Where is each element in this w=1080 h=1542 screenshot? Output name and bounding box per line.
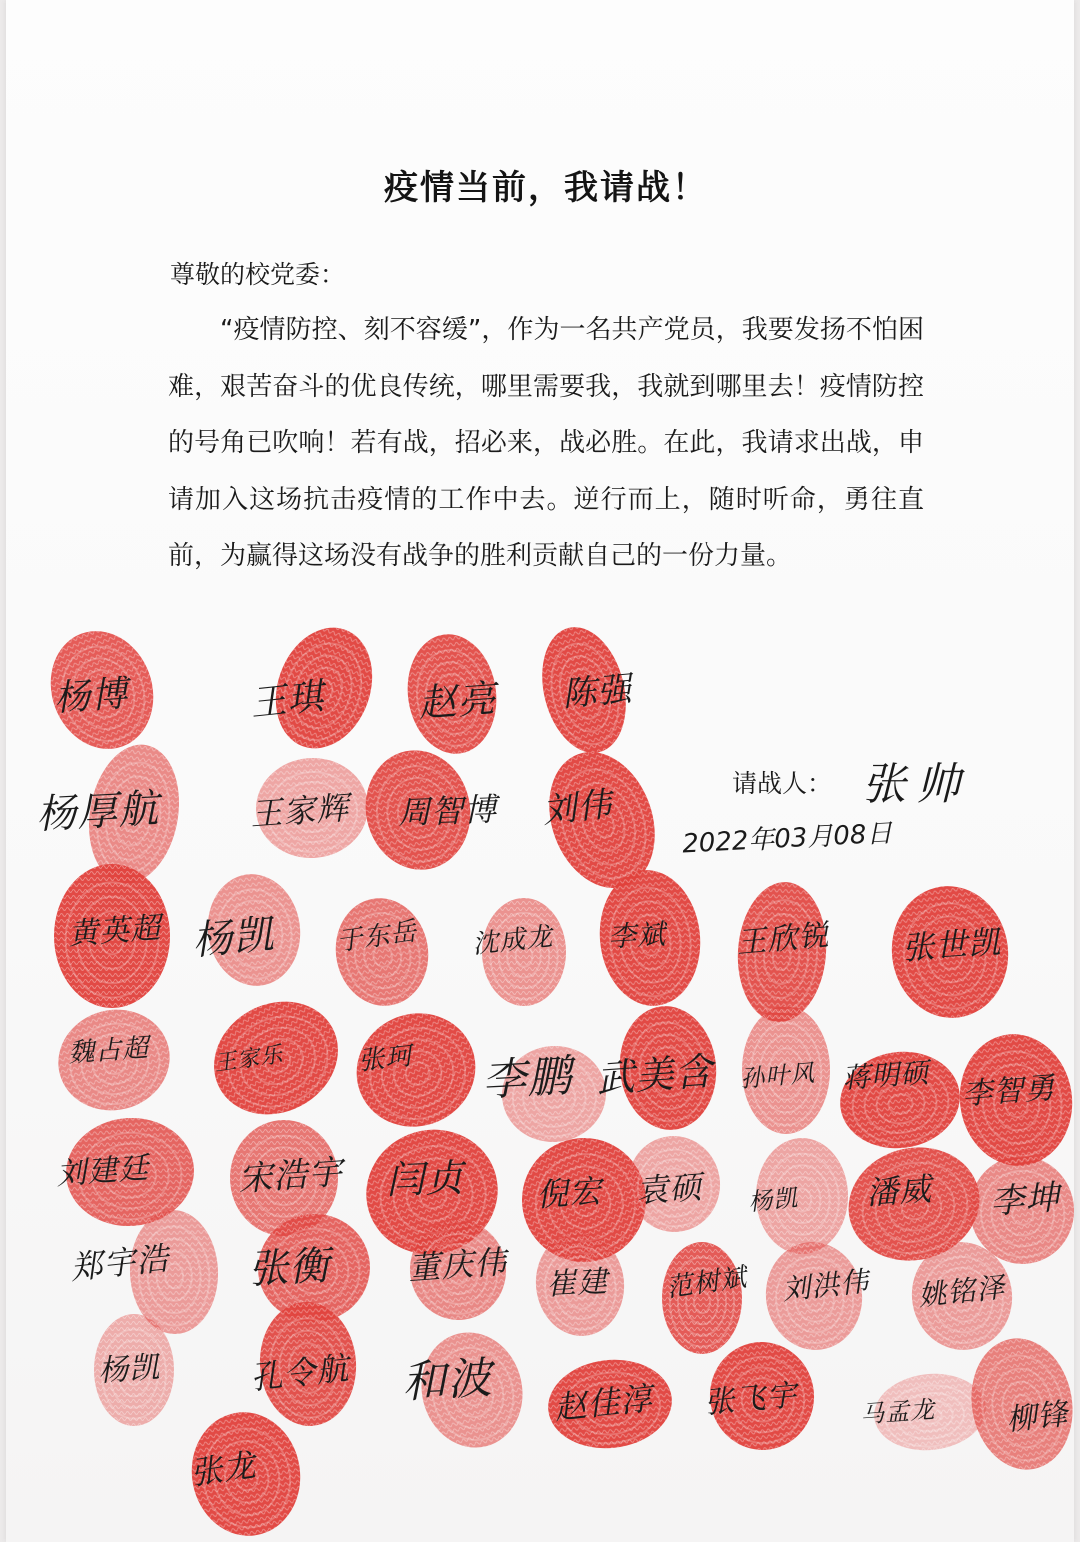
signature: 杨凯: [190, 911, 277, 965]
petition-date: 2022年03月08日: [681, 818, 894, 860]
signature: 袁硕: [634, 1167, 704, 1211]
signature: 李智勇: [961, 1070, 1057, 1113]
signature: 杨厚航: [35, 785, 161, 839]
signature: 王家乐: [212, 1042, 285, 1077]
applicant-label: 请战人：: [732, 769, 833, 798]
signature: 黄英超: [67, 910, 163, 953]
signature: 刘建廷: [55, 1150, 151, 1193]
signature: 宋浩宇: [236, 1152, 345, 1200]
signature: 杨凯: [746, 1183, 800, 1217]
signature: 武美含: [594, 1048, 715, 1102]
signature: 王琪: [248, 676, 327, 725]
signature: 周智博: [397, 790, 498, 832]
signature: 赵亮: [416, 676, 498, 726]
signature: 李鹏: [480, 1050, 574, 1107]
signature: 马孟龙: [859, 1395, 937, 1429]
signature: 柳锋: [1004, 1396, 1071, 1439]
signature: 潘威: [864, 1169, 934, 1213]
signature: 崔建: [545, 1264, 610, 1303]
signature: 赵佳淳: [552, 1378, 655, 1428]
petition-paper: [6, 0, 1074, 1542]
signature: 倪宏: [534, 1171, 604, 1215]
signature: 范树斌: [664, 1262, 750, 1304]
signature: 张珂: [356, 1041, 414, 1077]
signature: 和波: [400, 1352, 494, 1409]
signature: 刘洪伟: [780, 1264, 871, 1307]
salutation: 尊敬的校党委：: [170, 260, 346, 289]
signature: 孔令航: [248, 1348, 351, 1398]
signature: 杨博: [52, 673, 130, 720]
applicant-signature: 张帅: [862, 759, 970, 810]
signature: 张龙: [187, 1445, 259, 1493]
signature: 蒋明硕: [841, 1056, 931, 1095]
signature: 李斌: [607, 917, 667, 954]
signature: 闫贞: [385, 1155, 465, 1203]
signature: 李坤: [988, 1177, 1062, 1223]
signature: 张衡: [247, 1242, 332, 1294]
signature: 王家辉: [248, 788, 351, 834]
signature: 张世凯: [900, 922, 1003, 968]
signature-list: [6, 0, 1074, 1542]
signature: 孙叶风: [739, 1058, 817, 1094]
signature: 刘伟: [540, 784, 615, 832]
signature: 姚铭泽: [916, 1270, 1007, 1313]
signature: 张飞宇: [702, 1378, 799, 1421]
letter-title: 疫情当前，我请战！: [384, 168, 708, 208]
signature: 沈成龙: [470, 921, 555, 961]
letter-body: “疫情防控、刻不容缓”，作为一名共产党员，我要发扬不怕困难，艰苦奋斗的优良传统，哪里需要我，我就到哪里去！疫情防控的号角已吹响！若有战，招必来，战必胜。在此，我请求出战，申请加入这场抗击疫情的工作中去。逆行而上，随时听命，勇往直前，为赢得这场没有战争的胜利贡献自己的一份力量。: [168, 315, 924, 571]
signature: 董庆伟: [406, 1242, 509, 1288]
signature: 陈强: [560, 669, 634, 715]
signature: 郑宇浩: [68, 1238, 171, 1288]
signature: 魏占超: [67, 1033, 151, 1069]
signature: 于东岳: [334, 916, 420, 958]
signature: 王欣锐: [734, 918, 831, 961]
signature: 杨凯: [97, 1349, 162, 1390]
